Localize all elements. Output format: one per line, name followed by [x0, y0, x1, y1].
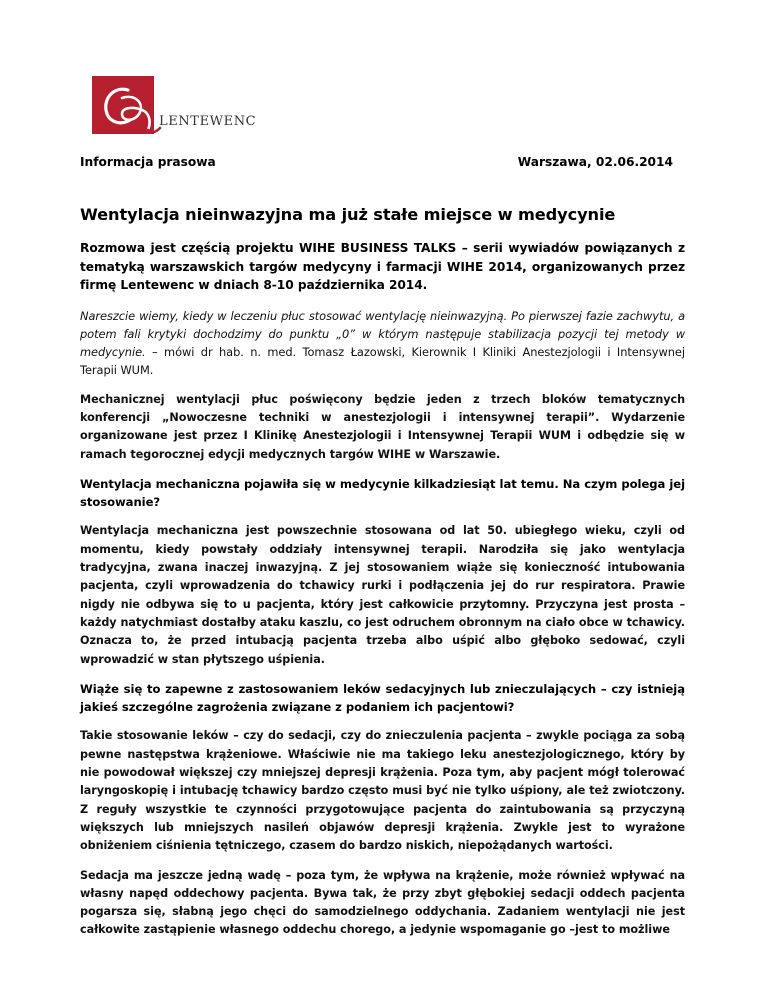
logo-brand-name: LENTEWENC	[159, 114, 257, 129]
company-logo	[92, 76, 257, 136]
intro-attribution: – mówi dr hab. n. med. Tomasz Łazowski, Kierownik I Kliniki Anestezjologii i Intensywnej Terapii WUM.	[80, 345, 685, 378]
document-body	[80, 205, 685, 951]
document-header	[80, 155, 673, 169]
paragraph-1: Mechanicznej wentylacji płuc poświęcony będzie jeden z trzech bloków tematycznych konferencji „Nowoczesne techniki w anestezjologii i intensywnej terapii”. Wydarzenie organizowane jest przez I Klinikę Anestezjologii i Intensywnej Terapii WUM i odbędzie się w ramach tegorocznej edycji medycznych targów WIHE w Warszawie.	[80, 392, 685, 461]
article-title: Wentylacja nieinwazyjna ma już stałe miejsce w medycynie	[80, 205, 616, 224]
header-place-date: Warszawa, 02.06.2014	[517, 155, 673, 169]
logo-mark-icon	[92, 76, 162, 138]
header-doc-type: Informacja prasowa	[80, 155, 216, 169]
intro-paragraph	[80, 307, 685, 380]
interview-answer-1: Wentylacja mechaniczna jest powszechnie stosowana od lat 50. ubiegłego wieku, czyli od momentu, kiedy powstały oddziały intensywnej terapii. Narodziła się jako wentylacja tradycyjna, zwana inaczej inwazyjną. Z jej stosowaniem wiąże się konieczność intubowania pacjenta, czyli wprowadzenia do tchawicy rurki i podłączenia jej do rur respiratora. Prawie nigdy nie odbywa się to u pacjenta, który jest całkowicie przytomny. Przyczyna jest prosta – każdy natychmiast dostałby ataku kaszlu, co jest odruchem obronnym na ciało obce w tchawicy. Oznacza to, że przed intubacją pacjenta trzeba albo uśpić albo głęboko sedować, czyli wprowadzić w stan płytszego uśpienia.	[80, 524, 685, 666]
interview-answer-3: Sedacja ma jeszcze jedną wadę – poza tym, że wpływa na krążenie, może również wpływać na własny napęd oddechowy pacjenta. Bywa tak, że przy zbyt głębokiej sedacji oddech pacjenta pogarsza się, słabną jego chęci do samodzielnego oddychania. Zadaniem wentylacji nie jest całkowite zastąpienie własnego oddechu chorego, a jedynie wspomaganie go –jest to możliwe	[80, 868, 685, 937]
interview-question-1: Wentylacja mechaniczna pojawiła się w medycynie kilkadziesiąt lat temu. Na czym polega jej stosowanie?	[80, 476, 685, 510]
article-lead: Rozmowa jest częścią projektu WIHE BUSINESS TALKS – serii wywiadów powiązanych z tematyką warszawskich targów medycyny i farmacji WIHE 2014, organizowanych przez firmę Lentewenc w dniach 8-10 października 2014.	[80, 241, 685, 292]
intro-quote: Nareszcie wiemy, kiedy w leczeniu płuc stosować wentylację nieinwazyjną. Po pierwszej fazie zachwytu, a potem fali krytyki dochodzimy do punktu „0” w którym następuje stabilizacja pozycji tej metody w medycynie.	[80, 308, 685, 360]
interview-question-2: Wiąże się to zapewne z zastosowaniem leków sedacyjnych lub znieczulających – czy istnieją jakieś szczególne zagrożenia związane z podaniem ich pacjentowi?	[80, 681, 685, 715]
interview-answer-2: Takie stosowanie leków – czy do sedacji, czy do znieczulenia pacjenta – zwykle pociąga za sobą pewne następstwa krążeniowe. Właściwie nie ma takiego leku anestezjologicznego, który by nie powodował większej czy mniejszej depresji krążenia. Poza tym, aby pacjent mógł tolerować laryngoskopię i intubację tchawicy bardzo często musi być nie tylko uśpiony, ale też zwiotczony. Z reguły wszystkie te czynności przygotowujące pacjenta do zaintubowania są przyczyną większych lub mniejszych nasileń objawów depresji krążenia. Zwykle jest to wyrażone obniżeniem ciśnienia tętniczego, czasem do bardzo niskich, niepożądanych wartości.	[80, 729, 685, 853]
